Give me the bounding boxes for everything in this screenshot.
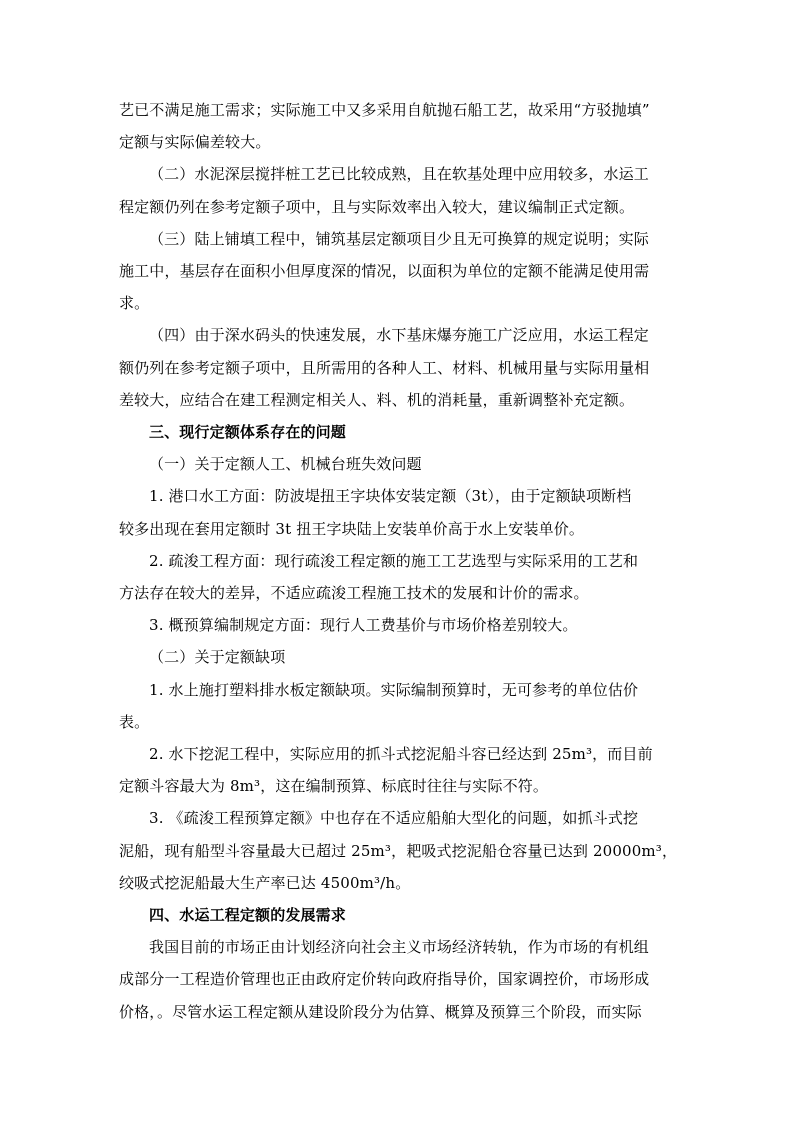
section-heading: 三、现行定额体系存在的问题 — [149, 423, 346, 442]
text-line: 成部分一工程造价管理也正由政府定价转向政府指导价，国家调控价，市场形成 — [119, 970, 650, 989]
text-line: 2. 水下挖泥工程中，实际应用的抓斗式挖泥船斗容已经达到 25m³，而目前 — [149, 745, 653, 764]
text-line: 价格，。尽管水运工程定额从建设阶段分为估算、概算及预算三个阶段，而实际 — [119, 1002, 642, 1021]
text-line: （四）由于深水码头的快速发展，水下基床爆夯施工广泛应用，水运工程定 — [149, 326, 649, 345]
text-line: 3. 概预算编制规定方面：现行人工费基价与市场价格差别较大。 — [149, 616, 578, 635]
text-line: （二）关于定额缺项 — [149, 648, 286, 667]
text-line: 1. 水上施打塑料排水板定额缺项。实际编制预算时，无可参考的单位估价 — [149, 680, 639, 699]
text-line: 3. 《疏浚工程预算定额》中也存在不适应船舶大型化的问题，如抓斗式挖 — [149, 809, 639, 828]
text-line: （二）水泥深层搅拌桩工艺已比较成熟，且在软基处理中应用较多，水运工 — [149, 165, 649, 184]
text-line: 表。 — [119, 712, 150, 731]
text-line: 泥船，现有船型斗容量最大已超过 25m³，耙吸式挖泥船仓容量已达到 20000m³， — [119, 841, 678, 860]
text-line: 我国目前的市场正由计划经济向社会主义市场经济转轨，作为市场的有机组 — [149, 938, 649, 957]
text-line: 方法存在较大的差异，不适应疏浚工程施工技术的发展和计价的需求。 — [119, 584, 589, 603]
text-line: 额仍列在参考定额子项中，且所需用的各种人工、材料、机械用量与实际用量相 — [119, 358, 650, 377]
text-line: 求。 — [119, 294, 150, 313]
section-heading: 四、水运工程定额的发展需求 — [149, 906, 346, 925]
text-line: 1. 港口水工方面：防波堤扭王字块体安装定额（3t），由于定额缺项断档 — [149, 487, 632, 506]
text-line: 程定额仍列在参考定额子项中，且与实际效率出入较大，建议编制正式定额。 — [119, 197, 635, 216]
text-line: 2. 疏浚工程方面：现行疏浚工程定额的施工工艺选型与实际采用的工艺和 — [149, 551, 639, 570]
document-page — [119, 94, 683, 1028]
text-line: 定额斗容最大为 8m³，这在编制预算、标底时往往与实际不符。 — [119, 777, 549, 796]
text-line: 绞吸式挖泥船最大生产率已达 4500m³/h。 — [119, 873, 411, 892]
text-line: 较多出现在套用定额时 3t 扭王字块陆上安装单价高于水上安装单价。 — [119, 519, 585, 538]
text-line: 艺已不满足施工需求；实际施工中又多采用自航抛石船工艺，故采用“方驳抛填” — [119, 101, 650, 119]
text-line: 差较大，应结合在建工程测定相关人、料、机的消耗量，重新调整补充定额。 — [119, 390, 635, 409]
text-line: （三）陆上铺填工程中，铺筑基层定额项目少且无可换算的规定说明；实际 — [149, 229, 649, 248]
text-line: 施工中，基层存在面积小但厚度深的情况，以面积为单位的定额不能满足使用需 — [119, 262, 650, 281]
text-line: （一）关于定额人工、机械台班失效问题 — [149, 455, 422, 474]
text-line: 定额与实际偏差较大。 — [119, 133, 271, 152]
